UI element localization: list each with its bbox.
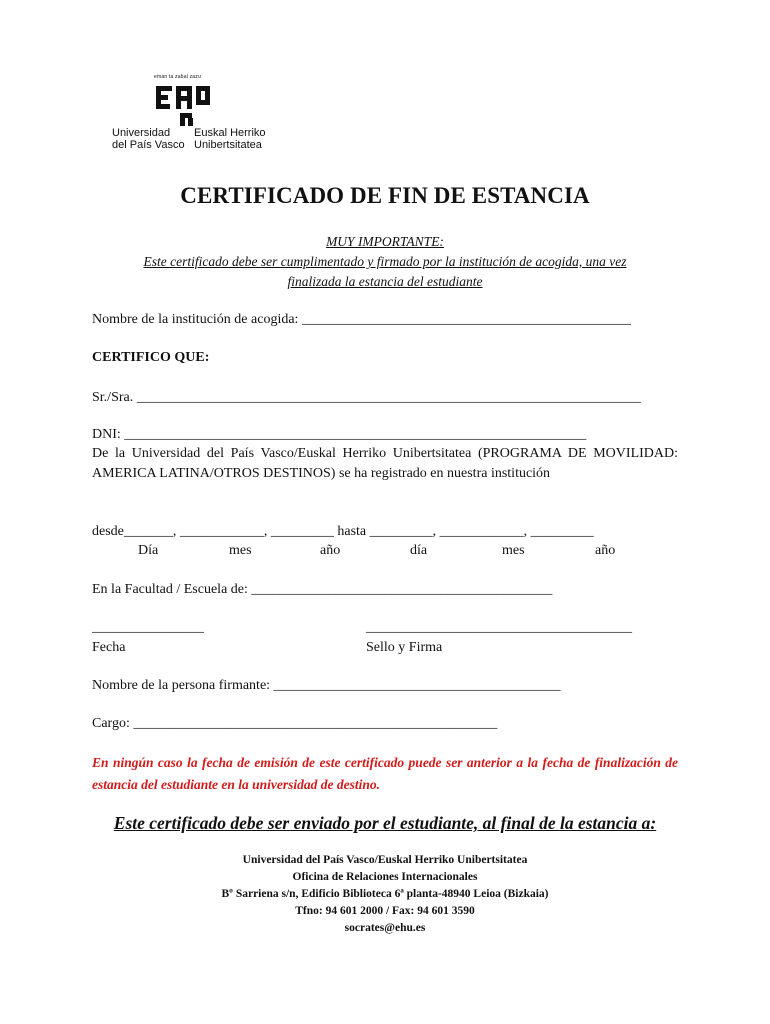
ehu-emblem-icon: [154, 83, 214, 127]
dni-field[interactable]: DNI: __________________________________________________________________: [92, 427, 587, 442]
address-line: Bº Sarriena s/n, Edificio Biblioteca 6ª planta-48940 Leioa (Bizkaia): [221, 888, 549, 900]
faculty-field[interactable]: En la Facultad / Escuela de: ___________________________________________: [92, 582, 553, 597]
document-title: CERTIFICADO DE FIN DE ESTANCIA: [180, 183, 590, 208]
cargo-field[interactable]: Cargo: ____________________________________________________: [92, 716, 498, 731]
certifico-heading: CERTIFICO QUE:: [92, 350, 210, 365]
logo-text-spanish: Universidad del País Vasco: [112, 127, 185, 151]
important-heading: MUY IMPORTANTE:: [326, 234, 444, 249]
stay-dates-field[interactable]: desde_______, ____________, _________ hasta _________, ____________, _________: [92, 524, 594, 539]
email-address: socrates@ehu.es: [344, 922, 426, 934]
send-instruction: Este certificado debe ser enviado por el estudiante, al final de la estancia a:: [113, 813, 657, 833]
institution-name-field[interactable]: Nombre de la institución de acogida: _______________________________________________: [92, 312, 631, 327]
mailing-address: [0, 852, 770, 937]
important-note-line2: finalizada la estancia del estudiante: [287, 274, 483, 289]
stamp-signature-line[interactable]: ______________________________________: [366, 620, 632, 635]
address-line: Tfno: 94 601 2000 / Fax: 94 601 3590: [295, 905, 475, 917]
date-label-mes-end: mes: [502, 543, 525, 558]
date-label-dia-start: Día: [138, 543, 159, 558]
date-label-ano-start: año: [320, 543, 341, 558]
registration-paragraph: De la Universidad del País Vasco/Euskal Herriko Unibertsitatea (PROGRAMA DE MOVILIDAD: AMERICA LATINA/OTROS DESTINOS) se ha registrado en nuestra institución: [92, 446, 678, 481]
student-name-field[interactable]: Sr./Sra. ________________________________________________________________________: [92, 390, 641, 405]
address-line: Oficina de Relaciones Internacionales: [292, 871, 478, 883]
logo-text-basque: Euskal Herriko Unibertsitatea: [194, 127, 266, 151]
logo-tagline: eman ta zabal zazu: [154, 74, 201, 80]
important-note-line1: Este certificado debe ser cumplimentado y firmado por la institución de acogida, una vez: [143, 254, 627, 269]
date-label-ano-end: año: [595, 543, 616, 558]
date-label-dia-end: día: [410, 543, 428, 558]
fecha-label: Fecha: [92, 640, 126, 655]
university-logo: [90, 74, 280, 154]
sello-firma-label: Sello y Firma: [366, 640, 443, 655]
date-label-mes-start: mes: [229, 543, 252, 558]
date-warning: En ningún caso la fecha de emisión de este certificado puede ser anterior a la fecha de finalización de estancia del estudiante en la universidad de destino.: [92, 755, 678, 792]
date-signature-line[interactable]: ________________: [92, 620, 204, 635]
address-line: Universidad del País Vasco/Euskal Herriko Unibertsitatea: [242, 854, 528, 866]
signer-name-field[interactable]: Nombre de la persona firmante: _________________________________________: [92, 678, 561, 693]
